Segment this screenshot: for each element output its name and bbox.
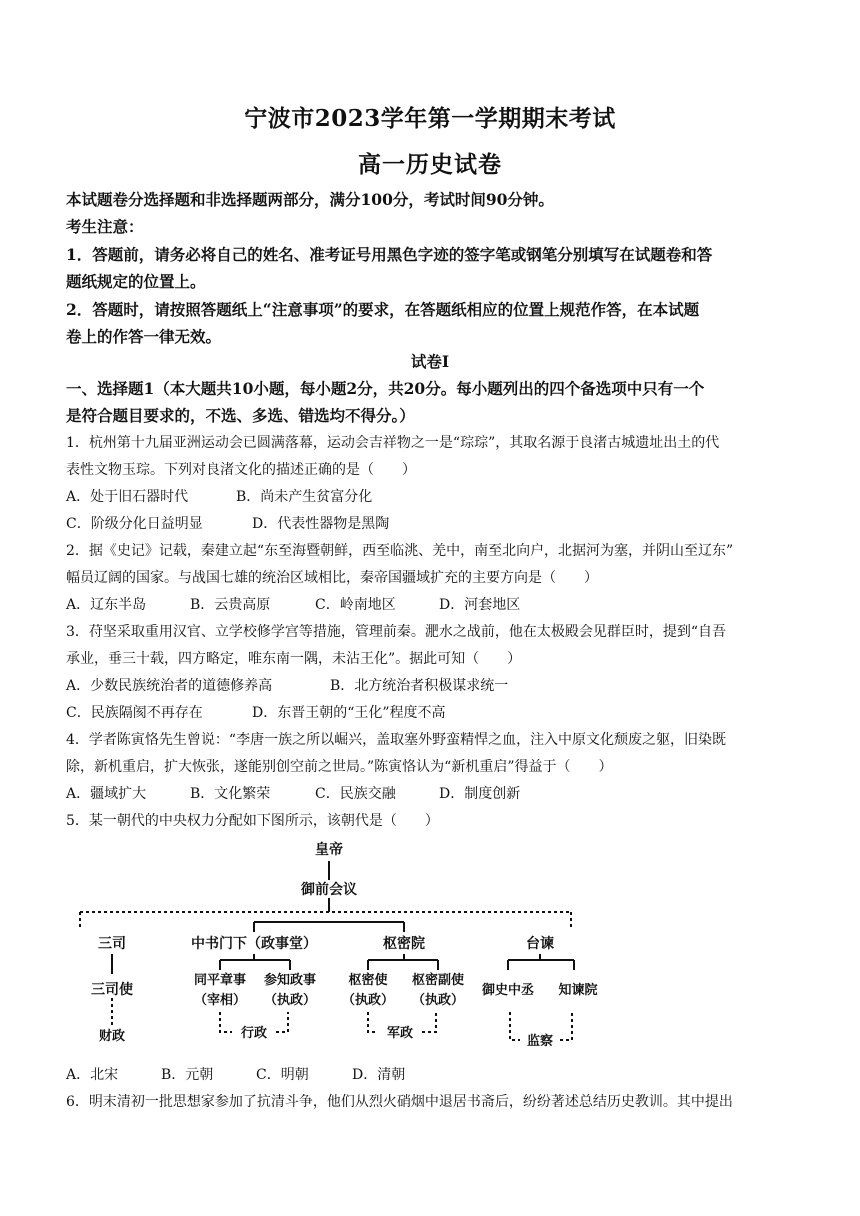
node-zhizheng-2: （执政） xyxy=(341,993,395,1008)
node-yushi: 御史中丞 xyxy=(481,983,535,998)
notice-heading: 考生注意： xyxy=(66,217,144,236)
q3-stem-line-2: 承业，垂三十载，四方略定，唯东南一隅，未沾王化”。据此可知（ ） xyxy=(66,651,522,667)
q5-option-a[interactable]: A．北宋 xyxy=(66,1067,119,1083)
q4-stem-line-1: 4．学者陈寅恪先生曾说：“李唐一族之所以崛兴，盖取塞外野蛮精悍之血，注入中原文化颓废之躯，旧染既 xyxy=(66,732,727,748)
q1-option-a[interactable]: A．处于旧石器时代 xyxy=(66,489,189,505)
part1-instruction-line-2: 是符合题目要求的，不选、多选、错选均不得分。） xyxy=(66,406,415,425)
node-emperor: 皇帝 xyxy=(315,842,343,858)
q1-options-row-2 xyxy=(66,513,389,533)
q5-option-c[interactable]: C．明朝 xyxy=(256,1067,309,1083)
node-zhizheng-3: （执政） xyxy=(411,993,465,1008)
exam-subtitle: 高一历史试卷 xyxy=(358,151,502,178)
label-xingzheng: 行政 xyxy=(240,1026,268,1041)
node-shumi: 枢密院 xyxy=(383,936,425,952)
q3-option-d[interactable]: D．东晋王朝的“王化”程度不高 xyxy=(252,705,446,721)
node-zaixiang: （宰相） xyxy=(193,993,247,1008)
node-zhongshu: 中书门下（政事堂） xyxy=(191,936,317,952)
q4-option-d[interactable]: D．制度创新 xyxy=(439,786,521,802)
label-junzheng: 军政 xyxy=(386,1026,414,1041)
node-sansishi: 三司使 xyxy=(91,982,133,998)
section-title: 试卷Ⅰ xyxy=(410,352,450,371)
q3-options-row-1 xyxy=(66,675,508,695)
node-sansi: 三司 xyxy=(98,936,126,952)
q1-option-c[interactable]: C．阶级分化日益明显 xyxy=(66,516,203,532)
node-tongping: 同平章事 xyxy=(193,973,247,988)
q4-options-row xyxy=(66,783,520,803)
q1-option-d[interactable]: D．代表性器物是黑陶 xyxy=(252,516,390,532)
q5-option-d[interactable]: D．清朝 xyxy=(352,1067,406,1083)
node-zhizheng-1: （执政） xyxy=(263,993,317,1008)
exam-title: 宁波市2023学年第一学期期末考试 xyxy=(244,105,616,132)
q5-stem: 5．某一朝代的中央权力分配如下图所示，该朝代是（ ） xyxy=(66,813,439,829)
q4-option-a[interactable]: A．疆域扩大 xyxy=(66,786,147,802)
node-zhijian: 知谏院 xyxy=(558,983,598,998)
q4-option-b[interactable]: B．文化繁荣 xyxy=(190,786,271,802)
q3-option-b[interactable]: B．北方统治者积极谋求统一 xyxy=(330,678,509,694)
q4-stem-line-2: 除，新机重启，扩大恢张，遂能别创空前之世局。”陈寅恪认为“新机重启”得益于（ ） xyxy=(66,759,613,775)
q2-options-row xyxy=(66,594,520,614)
q1-stem-line-2: 表性文物玉琮。下列对良渚文化的描述正确的是（ ） xyxy=(66,462,416,478)
q1-stem-line-1: 1．杭州第十九届亚洲运动会已圆满落幕，运动会吉祥物之一是“琮琮”，其取名源于良渚古城遗址出土的代 xyxy=(66,435,720,451)
q1-option-b[interactable]: B．尚未产生贫富分化 xyxy=(236,489,373,505)
q3-option-c[interactable]: C．民族隔阂不再存在 xyxy=(66,705,203,721)
node-taijian: 台谏 xyxy=(526,936,554,952)
q5-option-b[interactable]: B．元朝 xyxy=(161,1067,214,1083)
q4-option-c[interactable]: C．民族交融 xyxy=(315,786,396,802)
power-structure-diagram xyxy=(0,832,860,1064)
node-shumishi: 枢密使 xyxy=(348,973,388,988)
q3-stem-line-1: 3．苻坚采取重用汉官、立学校修学宫等措施，管理前秦。淝水之战前，他在太极殿会见群臣时，提到“自吾 xyxy=(66,624,727,640)
notice-2-line-1: 2．答题时，请按照答题纸上“注意事项”的要求，在答题纸相应的位置上规范作答，在本试题 xyxy=(66,300,700,319)
q3-option-a[interactable]: A．少数民族统治者的道德修养高 xyxy=(66,678,273,694)
q6-stem-line-1: 6．明末清初一批思想家参加了抗清斗争，他们从烈火硝烟中退居书斋后，纷纷著述总结历史教训。其中提出 xyxy=(66,1094,733,1110)
q2-stem-line-2: 幅员辽阔的国家。与战国七雄的统治区域相比，秦帝国疆域扩充的主要方向是（ ） xyxy=(66,570,598,586)
notice-1-line-1: 1．答题前，请务必将自己的姓名、准考证号用黑色字迹的签字笔或钢笔分别填写在试题卷和答 xyxy=(66,245,713,264)
node-shumifushi: 枢密副使 xyxy=(411,973,465,988)
label-caizheng: 财政 xyxy=(98,1029,126,1044)
q5-options-row xyxy=(66,1064,405,1084)
q2-option-b[interactable]: B．云贵高原 xyxy=(190,597,271,613)
q2-option-a[interactable]: A．辽东半岛 xyxy=(66,597,147,613)
node-council: 御前会议 xyxy=(301,882,357,898)
part1-instruction-line-1: 一、选择题1（本大题共10小题，每小题2分，共20分。每小题列出的四个备选项中只有一个 xyxy=(66,379,705,398)
node-canzhi: 参知政事 xyxy=(263,973,317,988)
q2-option-d[interactable]: D．河套地区 xyxy=(439,597,521,613)
q1-options-row-1 xyxy=(66,486,372,506)
q2-option-c[interactable]: C．岭南地区 xyxy=(315,597,396,613)
label-jiancha: 监察 xyxy=(526,1034,554,1049)
q2-stem-line-1: 2．据《史记》记载，秦建立起“东至海暨朝鲜，西至临洮、羌中，南至北向户，北据河为塞，并阴山至辽东” xyxy=(66,543,734,559)
notice-2-line-2: 卷上的作答一律无效。 xyxy=(66,327,222,346)
notice-1-line-2: 题纸规定的位置上。 xyxy=(66,272,206,291)
q3-options-row-2 xyxy=(66,702,446,722)
intro-text: 本试题卷分选择题和非选择题两部分，满分100分，考试时间90分钟。 xyxy=(66,190,554,209)
